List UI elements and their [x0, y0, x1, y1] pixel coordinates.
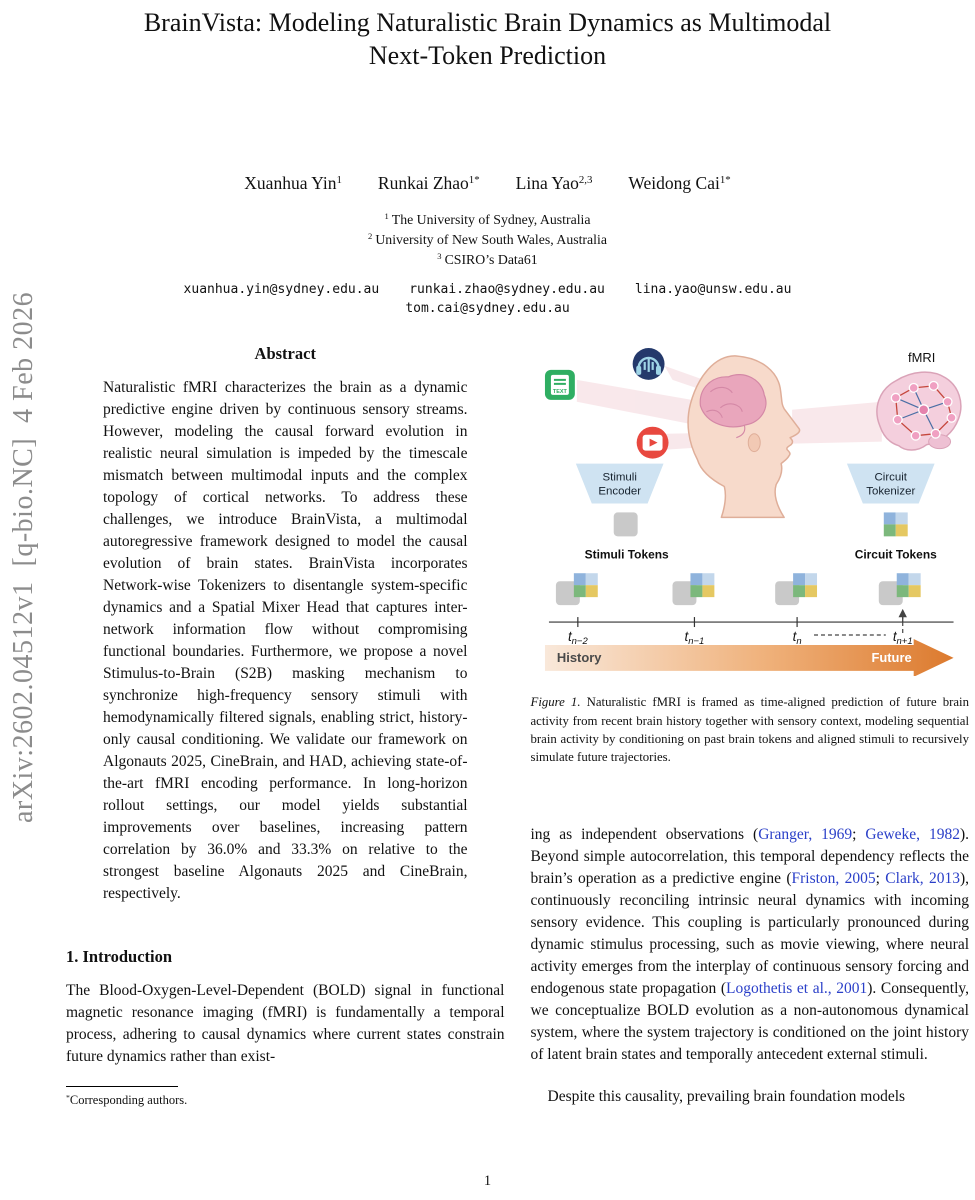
stimuli-tokens-label: Stimuli Tokens [584, 546, 669, 561]
emails-row-1 [0, 282, 975, 297]
introduction-paragraph-1-continued [531, 824, 970, 1066]
introduction-paragraph-1: The Blood-Oxygen-Level-Dependent (BOLD) signal in functional magnetic resonance imaging (fMRI) is fundamentally a temporal process, adhering to causal dynamics where current states constrain future dynamics rather than exist- [66, 981, 505, 1065]
two-column-body [0, 342, 975, 1108]
email: tom.cai@sydney.edu.au [405, 300, 570, 316]
history-label: History [556, 649, 601, 665]
text-segment: ; [875, 870, 886, 888]
svg-text:Tokenizer: Tokenizer [865, 485, 915, 498]
future-label: Future [870, 649, 912, 665]
fmri-brain-illustration [876, 372, 960, 450]
figure-caption-label: Figure 1. [530, 695, 581, 710]
timeline-axis [548, 617, 953, 627]
figure1-graphic [531, 346, 970, 677]
timestep-label: $t_n$ [792, 628, 802, 647]
affiliation: $^2$ University of New South Wales, Australia [368, 231, 607, 247]
text-segment: ). Beyond simple autocorrelation, this temporal dependency reflects the brain’s operation as a predictive engine ( [530, 826, 970, 888]
citation-link[interactable]: Friston, 2005 [791, 870, 876, 888]
affiliations [0, 210, 975, 270]
email: runkai.zhao@sydney.edu.au [409, 281, 605, 297]
footnote [66, 1072, 505, 1108]
stimuli-token-sample [613, 512, 637, 536]
circuit-tokenizer-block [846, 463, 934, 503]
figure-caption [531, 693, 970, 766]
stimuli-encoder-block [575, 463, 663, 503]
abstract-text: Naturalistic fMRI characterizes the brain as a dynamic predictive engine driven by continuous sensory streams. However, modeling the causal forward evolution in realistic neural simulation is impeded by the timescale mismatch between multimodal inputs and the complex topology of cortical networks. To address these challenges, we introduce BrainVista, a multimodal autoregressive framework designed to model the causal evolution of brain states. BrainVista incorporates Network-wise Tokenizers to disentangle system-specific dynamics and a Spatial Mixer Head that captures inter-network information flow without compromising functional boundaries. Furthermore, we propose a novel Stimulus-to-Brain (S2B) masking mechanism to synchronize high-frequency sensory stimuli with hemodynamically filtered signals, enabling strict, history-only causal conditioning. We validate our framework on Algonauts 2025, CineBrain, and HAD, achieving state-of-the-art fMRI encoding performance. In long-horizon rollout settings, our model yields substantial improvements over baselines, increasing pattern correlation by 36.0% and 33.3% on relative to the strongest baseline Algonauts 2025 and CineBrain, respectively. [103, 378, 468, 902]
abstract [103, 342, 468, 905]
timestep-label: $t_{n-2}$ [567, 628, 588, 647]
text-segment: ). Consequently, we conceptualize BOLD evolution as a non-autonomous dynamical system, where the system trajectory is conditioned on the joint history of latent brain states and temporally antecedent external stimuli. [530, 980, 970, 1064]
ear [748, 433, 760, 451]
brain-in-head [700, 374, 766, 426]
footnote-marker: * [66, 1093, 70, 1103]
svg-text:TEXT: TEXT [552, 388, 567, 395]
history-future-arrow [544, 639, 953, 677]
fmri-label: fMRI [907, 349, 935, 365]
circuit-tokens-label: Circuit Tokens [854, 546, 937, 561]
citation-link[interactable]: Granger, 1969 [758, 826, 853, 844]
author: Weidong Cai$^{1*}$ [628, 172, 731, 193]
head-illustration [688, 355, 800, 516]
text-segment: ing as independent observations ( [530, 826, 759, 844]
email: xuanhua.yin@sydney.edu.au [183, 281, 380, 297]
footnote-text: Corresponding authors. [69, 1093, 188, 1108]
text-stimulus-icon [544, 369, 574, 399]
citation-link[interactable]: Geweke, 1982 [865, 826, 960, 844]
introduction-paragraph-2: Despite this causality, prevailing brain foundation models [547, 1088, 906, 1106]
citation-link[interactable]: Clark, 2013 [885, 870, 960, 888]
figure-1 [531, 346, 970, 766]
affiliation: $^1$ The University of Sydney, Australia [384, 211, 591, 227]
circuit-token-sample [883, 512, 907, 536]
page-number: 1 [483, 1173, 492, 1189]
affiliation: $^3$ CSIRO’s Data61 [437, 251, 538, 267]
figure-caption-text: Naturalistic fMRI is framed as time-aligned prediction of future brain activity from recent brain history together with sensory context, modeling sequential brain activity by conditioning on past brain tokens and aligned stimuli to recursively simulate future trajectories. [530, 695, 970, 764]
text-segment: ; [852, 826, 866, 844]
timeline-labels [567, 629, 912, 647]
author: Runkai Zhao$^{1*}$ [377, 172, 480, 193]
page-title [0, 0, 975, 73]
token-sequence [555, 573, 920, 605]
abstract-heading: Abstract [254, 343, 316, 363]
video-stimulus-icon [636, 426, 668, 458]
section-heading-introduction: 1. Introduction [66, 946, 173, 966]
author-emails [0, 282, 975, 316]
timestep-label: $t_{n-1}$ [684, 628, 704, 647]
right-column [531, 342, 970, 1108]
timestep-label: $t_{n+1}$ [892, 628, 913, 647]
audio-stimulus-icon [632, 348, 664, 380]
arxiv-banner: arXiv:2602.04512v1 [q-bio.NC] 4 Feb 2026 [8, 291, 39, 824]
title-line-2: Next-Token Prediction [368, 41, 607, 71]
authors-row [0, 173, 975, 194]
emails-row-2 [0, 301, 975, 316]
citation-link[interactable]: Logothetis et al., 2001 [725, 980, 868, 998]
svg-text:Stimuli: Stimuli [602, 471, 637, 484]
title-line-1: BrainVista: Modeling Naturalistic Brain Dynamics as Multimodal [143, 8, 832, 37]
left-column [66, 342, 505, 1108]
email: lina.yao@unsw.edu.au [634, 281, 792, 297]
text-segment: ), continuously reconciling intrinsic neural dynamics with incoming sensory evidence. This coupling is particularly pronounced during dynamic stimulus processing, such as movie viewing, where neural activity emerges from the interplay of continuous sensory forcing and endogenous state propagation ( [530, 870, 969, 998]
author: Xuanhua Yin$^1$ [244, 172, 342, 193]
svg-text:Encoder: Encoder [597, 485, 641, 498]
author: Lina Yao$^{2,3}$ [515, 172, 593, 193]
footnote-rule [66, 1086, 178, 1087]
svg-text:Circuit: Circuit [874, 471, 907, 484]
